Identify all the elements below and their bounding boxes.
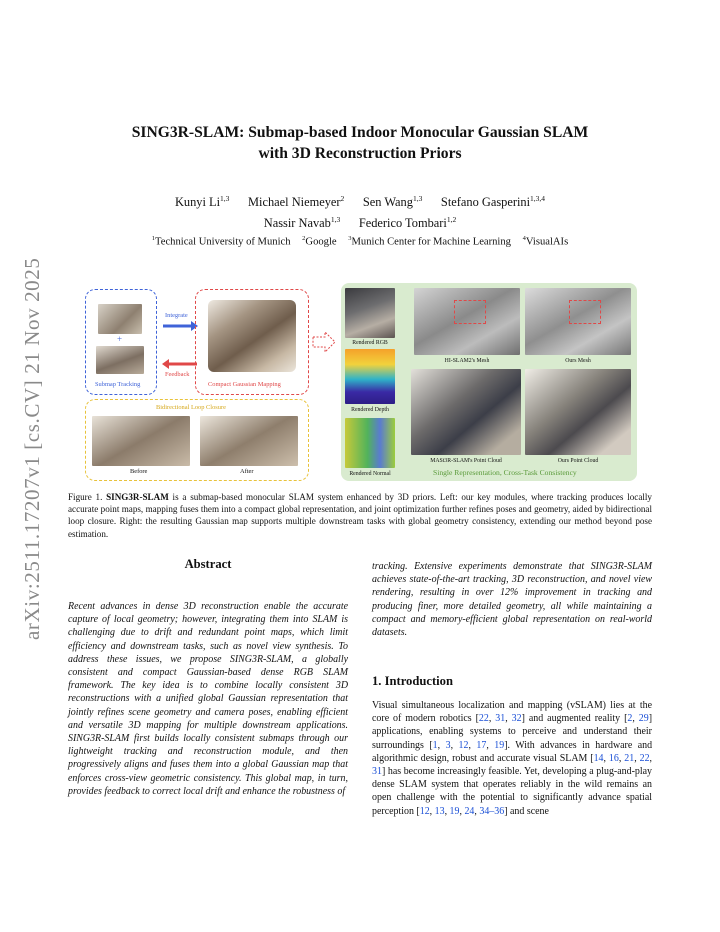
rendered-normal-image xyxy=(345,418,395,468)
hislam-mesh-label: HI-SLAM2's Mesh xyxy=(444,358,490,364)
citation-link[interactable]: 19 xyxy=(449,805,460,817)
author-affiliation: 2 xyxy=(340,194,345,203)
introduction-text-segment: , xyxy=(468,739,477,751)
affiliation-list xyxy=(80,232,640,250)
introduction-text-segment: , xyxy=(486,739,495,751)
author-affiliation: 1,3 xyxy=(220,194,230,203)
author-affiliation: 1,3 xyxy=(412,194,423,203)
author-line-2 xyxy=(80,211,640,232)
ours-mesh-image xyxy=(525,288,631,355)
citation-link[interactable]: 29 xyxy=(638,713,649,725)
affiliation-number: 2 xyxy=(302,235,306,242)
ours-point-cloud-image xyxy=(525,369,631,455)
citation-link[interactable]: 19 xyxy=(494,739,505,751)
citation-link[interactable]: 16 xyxy=(608,752,619,764)
hislam-mesh-image xyxy=(414,288,520,355)
introduction-text-segment: , xyxy=(429,805,435,817)
citation-link[interactable]: 17 xyxy=(476,739,487,751)
introduction-text-segment: Visual simultaneous localization and mapping (vSLAM) lies at the core of modern robotics [ xyxy=(372,700,652,725)
citation-link[interactable]: 34–36 xyxy=(479,805,505,817)
introduction-text-segment: ]. With advances in hardware and algorithmic design, robust and accurate visual SLAM [ xyxy=(372,739,653,764)
figure-label: Figure 1. xyxy=(68,492,103,502)
citation-link[interactable]: 22 xyxy=(639,752,650,764)
gaussian-map-render xyxy=(208,300,296,372)
figure-caption-text: is a submap-based monocular SLAM system enhanced by 3D priors. Left: our key modules, where tracking produces locally accurate point maps, mapping fuses them into a compact global representation, and joint optimization further refines poses and geometry, aided by bidirectional loop closure. Right: the resulting Gaussian map supports multiple downstream tasks with global geometry consistency, extending our method beyond pose estimation. xyxy=(68,492,652,539)
chevron-right-icon xyxy=(311,331,337,353)
introduction-text-segment: , xyxy=(437,739,446,751)
compact-mapping-label: Compact Gaussian Mapping xyxy=(208,381,281,388)
after-label: After xyxy=(240,468,254,475)
ours-point-cloud-label: Ours Point Cloud xyxy=(557,458,599,464)
author-name: Michael Niemeyer xyxy=(248,195,341,210)
downstream-tasks-panel xyxy=(341,283,637,481)
affiliation-number: 4 xyxy=(522,235,526,242)
abstract-continuation: tracking. Extensive experiments demonstrate that SING3R-SLAM achieves state-of-the-art tracking, 3D reconstruction, and novel view rendering, resulting in over 12% improvement in tracking and producing finer, more detailed geometry, all while maintaining a compact and memory-efficient global representation on real-world datasets. xyxy=(372,561,652,639)
author-list xyxy=(80,190,640,232)
introduction-text-segment: , xyxy=(505,713,512,725)
figure-1 xyxy=(83,283,637,481)
author-name: Kunyi Li xyxy=(174,195,221,210)
introduction-text-segment: , xyxy=(450,739,459,751)
introduction-text-segment: , xyxy=(618,752,625,764)
introduction-text-segment: , xyxy=(634,752,640,764)
citation-link[interactable]: 21 xyxy=(624,752,635,764)
feedback-arrow-icon xyxy=(161,359,199,369)
citation-link[interactable]: 14 xyxy=(593,752,604,764)
loop-closure-label: Bidirectional Loop Closure xyxy=(156,404,226,411)
affiliation-number: 3 xyxy=(348,235,352,242)
citation-link[interactable]: 24 xyxy=(464,805,475,817)
introduction-text-segment: ] applications, enabling systems to perceive and understand their surroundings [ xyxy=(372,713,653,751)
panel-caption: Single Representation, Cross-Task Consistency xyxy=(433,468,577,477)
rendered-normal-label: Rendered Normal xyxy=(349,471,391,477)
affiliation-name: Google xyxy=(305,236,337,248)
rendered-depth-image xyxy=(345,349,395,404)
introduction-text-segment: , xyxy=(488,713,496,725)
introduction-text-segment: , xyxy=(444,805,450,817)
introduction-text-segment: , xyxy=(474,805,480,817)
citation-link[interactable]: 3 xyxy=(445,739,451,751)
citation-link[interactable]: 1 xyxy=(432,739,438,751)
masr-point-cloud-image xyxy=(411,369,521,455)
before-label: Before xyxy=(130,468,148,475)
author-affiliation: 1,3,4 xyxy=(530,194,546,203)
citation-link[interactable]: 13 xyxy=(434,805,445,817)
submap-image-top xyxy=(98,304,142,334)
author-name: Sen Wang xyxy=(362,195,413,210)
citation-link[interactable]: 12 xyxy=(419,805,430,817)
submap-tracking-box xyxy=(85,289,157,395)
citation-link[interactable]: 31 xyxy=(372,766,382,778)
rendered-depth-label: Rendered Depth xyxy=(351,407,389,413)
title-line-1: SING3R-SLAM: Submap-based Indoor Monocular Gaussian SLAM xyxy=(131,124,589,141)
integrate-arrow-icon xyxy=(161,321,199,331)
author-affiliation: 1,2 xyxy=(446,215,457,225)
citation-link[interactable]: 31 xyxy=(495,713,506,725)
abstract-text: Recent advances in dense 3D reconstruction enable the accurate capture of local geometry; however, integrating them into SLAM is challenging due to drift and redundant point maps, which limit efficiency and downstream tasks, such as novel view synthesis. To address these issues, we propose SING3R-SLAM, a globally consistent and compact Gaussian-based dense RGB SLAM framework. The key idea is to combine locally consistent 3D reconstructions with a unified global Gaussian representation that jointly refines scene geometry and camera poses, enabling efficient and versatile 3D mapping for multiple downstream applications. SING3R-SLAM first builds locally consistent submaps through our lightweight tracking and reconstruction module, and then progressively aligns and fuses them into a global Gaussian map that enforces cross-view geometric consistency. This global map, in turn, provides feedback to correct local drift and enhance the robustness of xyxy=(68,601,348,797)
author-line-1 xyxy=(80,190,640,211)
author-affiliation: 1,3 xyxy=(330,215,341,225)
paper-title xyxy=(80,122,640,164)
rendered-rgb-image xyxy=(345,288,395,338)
citation-link[interactable]: 22 xyxy=(478,713,489,725)
citation-link[interactable]: 2 xyxy=(627,713,633,725)
figure-caption-system-name: SING3R-SLAM xyxy=(106,492,169,502)
affiliation-number: 1 xyxy=(151,235,156,242)
compact-mapping-box xyxy=(195,289,309,395)
ours-mesh-label: Ours Mesh xyxy=(565,358,591,364)
affiliation-name: VisualAIs xyxy=(525,236,569,248)
introduction-text xyxy=(372,699,652,818)
author-name: Stefano Gasperini xyxy=(440,195,531,210)
affiliation-name: Munich Center for Machine Learning xyxy=(351,236,511,248)
author-name: Nassir Navab xyxy=(263,216,331,231)
before-loop-image xyxy=(92,416,190,466)
masr-point-cloud-label: MASt3R-SLAM's Point Cloud xyxy=(430,458,502,464)
introduction-text-segment: , xyxy=(649,752,653,764)
rendered-rgb-label: Rendered RGB xyxy=(352,340,388,346)
introduction-text-segment: , xyxy=(603,752,609,764)
after-loop-image xyxy=(200,416,298,466)
citation-link[interactable]: 12 xyxy=(458,739,469,751)
citation-link[interactable]: 32 xyxy=(511,713,522,725)
submap-tracking-label: Submap Tracking xyxy=(95,381,141,388)
submap-image-bottom xyxy=(96,346,144,374)
abstract-heading: Abstract xyxy=(184,557,232,571)
feedback-label: Feedback xyxy=(165,371,190,378)
author-name: Federico Tombari xyxy=(358,216,447,231)
integrate-label: Integrate xyxy=(165,312,188,319)
loop-closure-box xyxy=(85,399,309,481)
introduction-text-segment: , xyxy=(632,713,639,725)
figure-caption xyxy=(68,491,652,540)
introduction-text-segment: ] has become increasingly feasible. Yet, developing a plug-and-play dense SLAM system that operates reliably in the wild remains an open challenge with the potential to significantly advance spatial perception [ xyxy=(372,766,652,817)
introduction-text-segment: , xyxy=(459,805,465,817)
arxiv-identifier: arXiv:2511.17207v1 [cs.CV] 21 Nov 2025 xyxy=(20,257,44,640)
introduction-text-segment: ] and scene xyxy=(504,805,549,817)
introduction-heading: 1. Introduction xyxy=(372,674,453,688)
plus-symbol: + xyxy=(117,334,123,344)
introduction-text-segment: ] and augmented reality [ xyxy=(521,713,628,725)
title-line-2: with 3D Reconstruction Priors xyxy=(258,145,462,162)
affiliation-name: Technical University of Munich xyxy=(155,236,291,248)
